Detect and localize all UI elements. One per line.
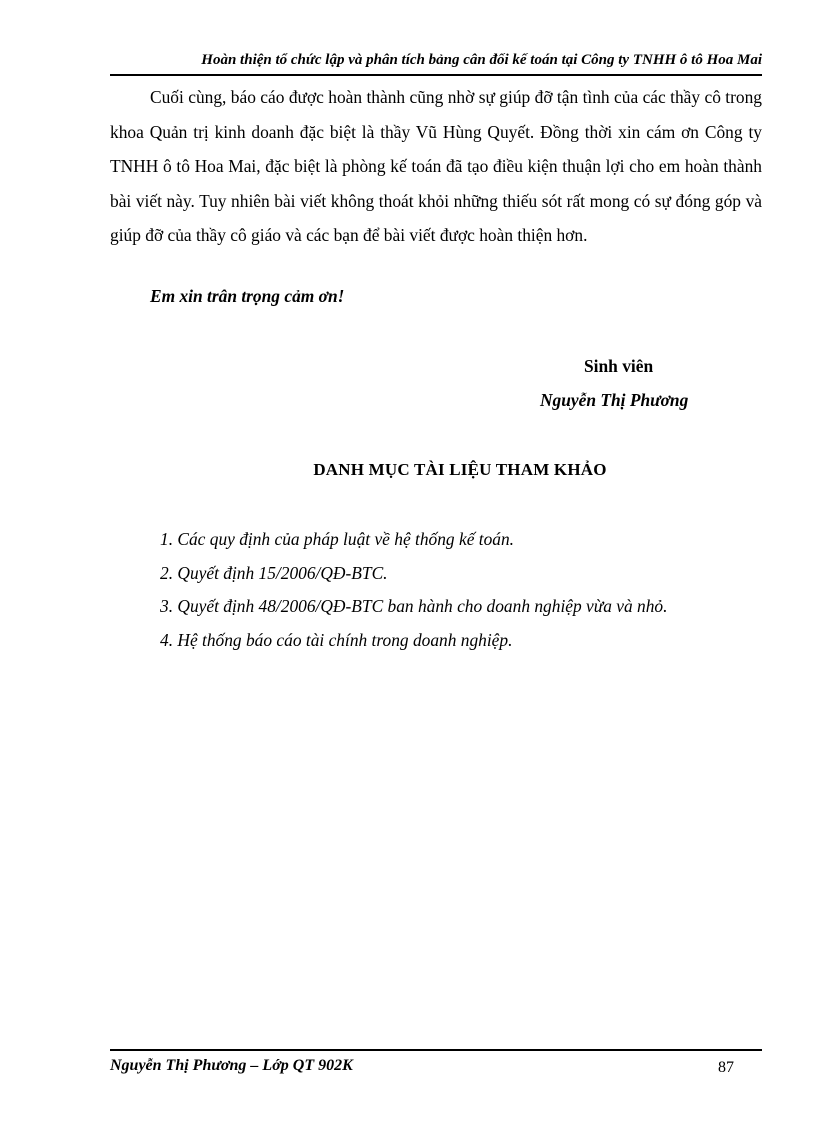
references-list	[160, 526, 667, 660]
signer-name: Nguyễn Thị Phương	[540, 390, 689, 410]
page-footer	[110, 1049, 762, 1091]
reference-item: 3. Quyết định 48/2006/QĐ-BTC ban hành cho doanh nghiệp vừa và nhỏ.	[160, 596, 668, 616]
footer-author: Nguyễn Thị Phương – Lớp QT 902K	[110, 1057, 353, 1074]
signer-role: Sinh viên	[584, 356, 654, 376]
reference-item: 1. Các quy định của pháp luật về hệ thống kế toán.	[160, 529, 515, 549]
acknowledgement-paragraph: Cuối cùng, báo cáo được hoàn thành cũng nhờ sự giúp đỡ tận tình của các thầy cô trong khoa Quản trị kinh doanh đặc biệt là thầy Vũ Hùng Quyết. Đồng thời xin cám ơn Công ty TNHH ô tô Hoa Mai, đặc biệt là phòng kế toán đã tạo điều kiện thuận lợi cho em hoàn thành bài viết này. Tuy nhiên bài viết không thoát khỏi những thiếu sót rất mong có sự đóng góp và giúp đỡ của thầy cô giáo và các bạn để bài viết được hoàn thiện hơn.	[110, 87, 762, 246]
page-number: 87	[718, 1059, 734, 1076]
reference-item: 2. Quyết định 15/2006/QĐ-BTC.	[160, 562, 388, 583]
reference-item: 4. Hệ thống báo cáo tài chính trong doanh nghiệp.	[160, 629, 513, 650]
header-title: Hoàn thiện tổ chức lập và phân tích bảng cân đối kế toán tại Công ty TNHH ô tô Hoa Mai	[201, 52, 762, 68]
thanks-line: Em xin trân trọng cảm ơn!	[150, 286, 345, 306]
page-header	[110, 50, 762, 76]
references-title: DANH MỤC TÀI LIỆU THAM KHẢO	[313, 460, 607, 479]
